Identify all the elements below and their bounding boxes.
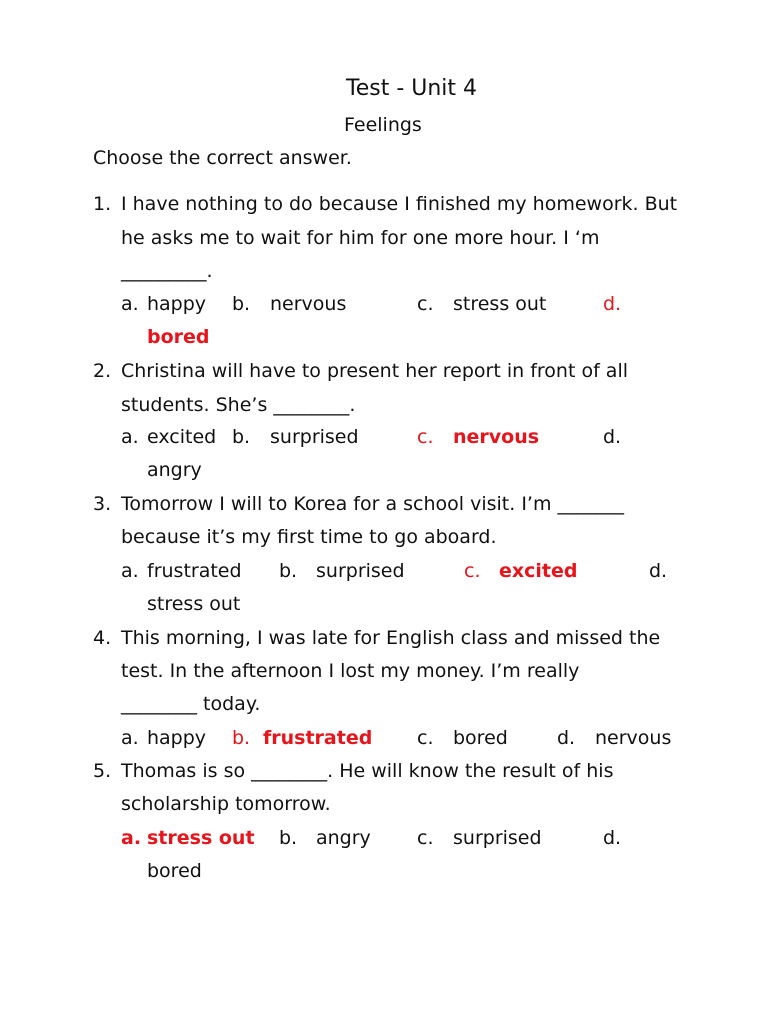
option-text: angry — [316, 827, 371, 849]
question-line: ________ today. — [121, 693, 261, 715]
option-letter: b. — [232, 293, 251, 315]
page-title: Test - Unit 4 — [346, 76, 478, 101]
option-letter-correct: c. — [417, 426, 434, 448]
option-text: surprised — [453, 827, 542, 849]
question-line: I have nothing to do because I finished my homework. But — [121, 193, 678, 215]
option-letter: a. — [121, 426, 139, 448]
option-letter: a. — [121, 727, 139, 749]
option-letter: a. — [121, 560, 139, 582]
option-text: angry — [147, 459, 202, 481]
option-letter: b. — [279, 560, 298, 582]
question-line: _________. — [121, 260, 213, 282]
option-letter: c. — [417, 827, 434, 849]
option-letter: d. — [557, 727, 576, 749]
option-text: frustrated — [147, 560, 242, 582]
option-letter-correct: c. — [464, 560, 481, 582]
option-letter-correct: a. — [121, 827, 142, 849]
option-text-correct: frustrated — [263, 727, 373, 749]
question-line: This morning, I was late for English class and missed the — [121, 627, 661, 649]
question-number: 5. — [93, 760, 112, 782]
option-text: excited — [147, 426, 217, 448]
option-text: happy — [147, 293, 207, 315]
question-line: Thomas is so ________. He will know the result of his — [121, 760, 614, 782]
question-line: he asks me to wait for him for one more hour. I ‘m — [121, 227, 600, 249]
option-text-correct: stress out — [147, 827, 255, 849]
option-letter: d. — [603, 426, 622, 448]
instructions: Choose the correct answer. — [93, 147, 352, 169]
option-letter: c. — [417, 293, 434, 315]
question-number: 3. — [93, 493, 112, 515]
question-line: scholarship tomorrow. — [121, 793, 331, 815]
option-letter: b. — [232, 426, 251, 448]
page-subtitle: Feelings — [344, 114, 422, 136]
option-letter: d. — [603, 827, 622, 849]
question-line: test. In the afternoon I lost my money. I’m really — [121, 660, 580, 682]
option-letter: c. — [417, 727, 434, 749]
option-letter-correct: b. — [232, 727, 251, 749]
option-letter: d. — [649, 560, 668, 582]
question-line: because it’s my first time to go aboard. — [121, 526, 497, 548]
option-text: bored — [147, 860, 202, 882]
question-line: students. She’s ________. — [121, 394, 356, 416]
question-number: 4. — [93, 627, 112, 649]
question-line: Tomorrow I will to Korea for a school visit. I’m _______ — [121, 493, 625, 515]
option-text-correct: nervous — [453, 426, 540, 448]
option-text: bored — [453, 727, 508, 749]
option-text-correct: excited — [499, 560, 578, 582]
option-text: nervous — [595, 727, 672, 749]
option-text: happy — [147, 727, 207, 749]
option-text: stress out — [453, 293, 547, 315]
option-text: nervous — [270, 293, 347, 315]
question-line: Christina will have to present her report in front of all — [121, 360, 629, 382]
option-text: stress out — [147, 593, 241, 615]
option-text-correct: bored — [147, 326, 210, 348]
question-number: 1. — [93, 193, 112, 215]
question-number: 2. — [93, 360, 112, 382]
option-letter: b. — [279, 827, 298, 849]
option-letter-correct: d. — [603, 293, 622, 315]
option-letter: a. — [121, 293, 139, 315]
option-text: surprised — [270, 426, 359, 448]
option-text: surprised — [316, 560, 405, 582]
